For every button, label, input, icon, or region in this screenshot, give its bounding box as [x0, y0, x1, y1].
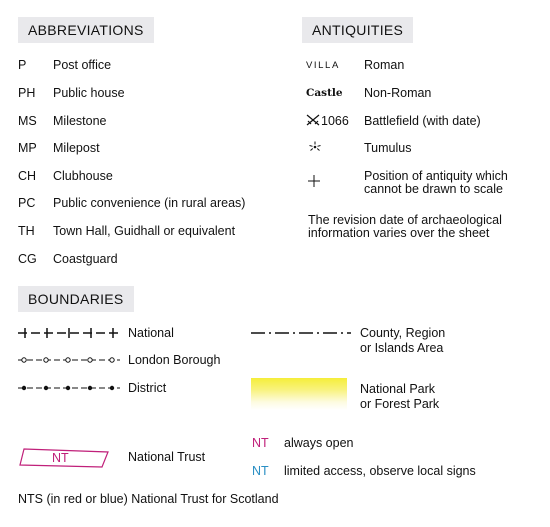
battlefield-year: 1066: [321, 114, 349, 128]
abbreviation-label: Public house: [53, 86, 125, 100]
abbreviation-label: Clubhouse: [53, 169, 113, 183]
abbreviation-label: Coastguard: [53, 252, 118, 266]
abbreviation-code: CH: [18, 169, 37, 183]
national-trust-symbol-text: NT: [52, 451, 69, 465]
abbreviation-code: PC: [18, 196, 36, 210]
national-boundary-line: [18, 326, 120, 340]
revision-note-line-2: information varies over the sheet: [308, 226, 490, 240]
tumulus-icon: [309, 141, 321, 156]
roman-villa-symbol: VILLA: [306, 60, 340, 71]
national-label: National: [128, 326, 174, 340]
castle-symbol: Castle: [306, 87, 343, 99]
nt-limited-access-symbol: NT: [252, 464, 269, 478]
london-borough-label: London Borough: [128, 353, 221, 367]
abbreviation-code: PH: [18, 86, 36, 100]
nt-limited-access-label: limited access, observe local signs: [284, 464, 476, 478]
national-park-band: [251, 378, 347, 410]
nt-always-open-symbol: NT: [252, 436, 269, 450]
revision-note-line-1: The revision date of archaeological: [308, 213, 502, 227]
county-label-line-1: County, Region: [360, 326, 446, 340]
national-trust-label: National Trust: [128, 450, 206, 464]
antiquities-heading: ANTIQUITIES: [302, 17, 413, 43]
battlefield-swords-icon: [306, 114, 320, 129]
london-borough-boundary-line: [18, 353, 120, 367]
abbreviation-label: Post office: [53, 58, 112, 72]
abbreviation-label: Public convenience (in rural areas): [53, 196, 246, 210]
abbreviation-code: CG: [18, 252, 37, 266]
district-boundary-line: [18, 381, 120, 395]
battlefield-label: Battlefield (with date): [364, 114, 481, 128]
abbreviation-code: TH: [18, 224, 35, 238]
boundaries-heading: BOUNDARIES: [18, 286, 134, 312]
non-roman-label: Non-Roman: [364, 86, 432, 100]
abbreviation-code: MS: [18, 114, 37, 128]
abbreviation-label: Milepost: [53, 141, 100, 155]
county-boundary-line: [251, 326, 351, 340]
district-label: District: [128, 381, 167, 395]
abbreviation-label: Milestone: [53, 114, 107, 128]
nt-always-open-label: always open: [284, 436, 354, 450]
abbreviation-label: Town Hall, Guidhall or equivalent: [53, 224, 236, 238]
abbreviations-heading: ABBREVIATIONS: [18, 17, 154, 43]
abbreviation-code: P: [18, 58, 27, 72]
position-label-line-2: cannot be drawn to scale: [364, 182, 503, 196]
national-park-label-line-1: National Park: [360, 382, 436, 396]
national-trust-symbol: [18, 446, 110, 470]
tumulus-label: Tumulus: [364, 141, 412, 155]
county-label-line-2: or Islands Area: [360, 341, 444, 355]
roman-label: Roman: [364, 58, 405, 72]
abbreviation-code: MP: [18, 141, 37, 155]
position-label-line-1: Position of antiquity which: [364, 169, 508, 183]
national-park-label-line-2: or Forest Park: [360, 397, 440, 411]
antiquity-position-cross-icon: [308, 175, 320, 190]
nts-note: NTS (in red or blue) National Trust for Scotland: [18, 492, 279, 506]
